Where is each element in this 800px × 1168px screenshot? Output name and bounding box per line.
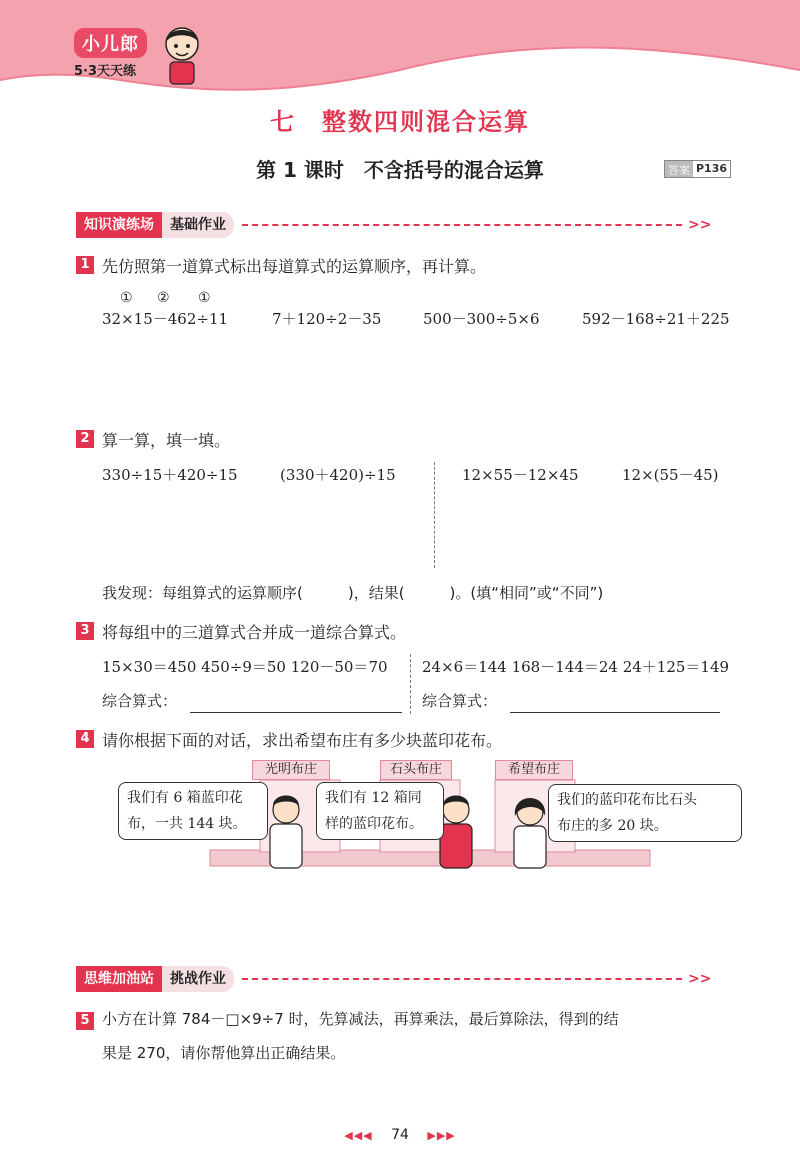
expression: 330÷15＋420÷15 [102, 466, 238, 484]
section-basic [76, 212, 711, 238]
question-number: 5 [76, 1012, 94, 1030]
shop-sign-xiwang: 希望布庄 [495, 760, 573, 780]
answer-line [190, 712, 402, 713]
order-mark: ① [198, 290, 211, 306]
page-number [0, 1127, 800, 1143]
divider-line [434, 462, 435, 568]
expression: 12×55－12×45 [462, 466, 579, 484]
question-2-text: 算一算，填一填。 [102, 431, 231, 450]
lesson-title: 第 1 课时 不含括号的混合运算 [256, 158, 544, 182]
bubble-line: 我们有 6 箱蓝印花 [127, 790, 243, 806]
bubble-line: 布庄的多 20 块。 [557, 818, 668, 834]
bubble-line: 我们的蓝印花布比石头 [557, 792, 697, 808]
brand-title: 小儿郎 [74, 28, 147, 58]
section-arrows: >> [688, 217, 712, 233]
speech-bubble-xiwang [548, 784, 742, 842]
section-challenge [76, 966, 711, 992]
brand-subtitle: 5·3天天练 [74, 64, 137, 79]
shop-sign-guangming: 光明布庄 [252, 760, 330, 780]
question-number: 3 [76, 622, 94, 640]
brand-logo [62, 22, 202, 92]
expression-group-1: 15×30＝450 450÷9＝50 120－50＝70 [102, 658, 388, 676]
answer-line [510, 712, 720, 713]
finding-text: 我发现：每组算式的运算顺序( )，结果( )。(填“相同”或“不同”) [102, 584, 604, 602]
combined-label: 综合算式： [422, 692, 498, 710]
question-5-line-2: 果是 270，请你帮他算出正确结果。 [102, 1044, 346, 1062]
question-5-line-1: 小方在计算 784－□×9÷7 时，先算减法，再算乘法，最后算除法，得到的结 [102, 1010, 619, 1028]
chapter-title: 七 整数四则混合运算 [270, 108, 530, 136]
expression-group-2: 24×6＝144 168－144＝24 24＋125＝149 [422, 658, 730, 676]
divider-line [410, 654, 411, 714]
combined-label: 综合算式： [102, 692, 178, 710]
mascot-boy-icon [160, 22, 204, 86]
section-divider [242, 978, 682, 980]
shop-sign-shitou: 石头布庄 [380, 760, 452, 780]
answer-tag [664, 160, 731, 178]
bubble-line: 样的蓝印花布。 [325, 816, 423, 832]
section-tag: 知识演练场 [76, 212, 162, 238]
speech-bubble-shitou [316, 782, 444, 840]
bubble-line: 我们有 12 箱同 [325, 790, 422, 806]
prev-arrows: ◀◀◀ [344, 1129, 373, 1142]
expression: 500－300÷5×6 [423, 310, 540, 328]
section-tag: 思维加油站 [76, 966, 162, 992]
question-4-text: 请你根据下面的对话，求出希望布庄有多少块蓝印花布。 [102, 731, 503, 750]
expression: 592－168÷21＋225 [582, 310, 730, 328]
expression: 32×15－462÷11 [102, 310, 229, 328]
question-number: 2 [76, 430, 94, 448]
answer-label: 答案 [665, 161, 693, 177]
page-number-value: 74 [391, 1127, 409, 1143]
section-subtitle: 挑战作业 [162, 966, 234, 992]
bubble-line: 布，一共 144 块。 [127, 816, 247, 832]
section-divider [242, 224, 682, 226]
order-mark: ① [120, 290, 133, 306]
question-number: 1 [76, 256, 94, 274]
section-arrows: >> [688, 971, 712, 987]
order-mark: ② [157, 290, 170, 306]
expression: (330＋420)÷15 [280, 466, 396, 484]
next-arrows: ▶▶▶ [427, 1129, 456, 1142]
question-number: 4 [76, 730, 94, 748]
speech-bubble-guangming [118, 782, 268, 840]
section-subtitle: 基础作业 [162, 212, 234, 238]
question-1-text: 先仿照第一道算式标出每道算式的运算顺序，再计算。 [102, 257, 487, 276]
expression: 12×(55－45) [622, 466, 719, 484]
expression: 7＋120÷2－35 [272, 310, 382, 328]
answer-page: P136 [696, 162, 728, 175]
dialogue-scene [110, 760, 750, 872]
question-3-text: 将每组中的三道算式合并成一道综合算式。 [102, 623, 407, 642]
